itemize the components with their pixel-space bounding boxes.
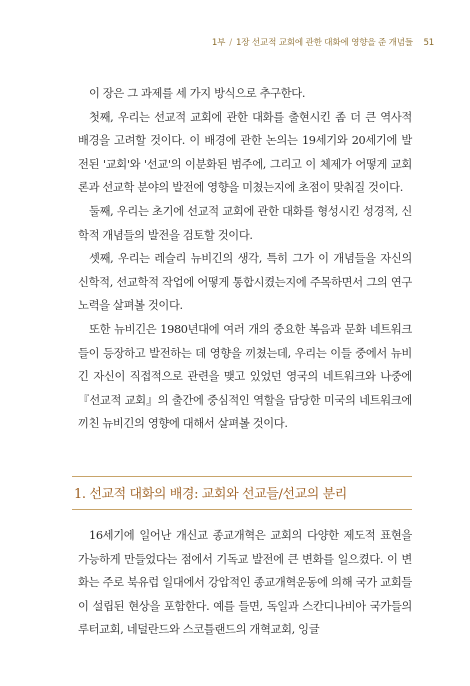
section-rule-bottom bbox=[72, 509, 412, 510]
section-title: 1. 선교적 대화의 배경: 교회와 선교들/선교의 분리 bbox=[74, 487, 347, 502]
section-rule-top bbox=[72, 476, 412, 477]
header-title: 선교적 교회에 관한 대화에 영향을 준 개념들 bbox=[251, 38, 413, 48]
section-heading bbox=[72, 476, 412, 510]
paragraph: 셋째, 우리는 레슬리 뉴비긴의 생각, 특히 그가 이 개념들을 자신의 신학적, 선교학적 작업에 어떻게 통합시켰는지에 주목하면서 그의 연구 노력을 살펴볼 것이다. bbox=[78, 252, 412, 313]
page-number: 51 bbox=[423, 38, 434, 48]
running-header bbox=[212, 36, 434, 48]
header-chapter: 1장 bbox=[235, 38, 250, 48]
paragraph: 이 장은 그 과제를 세 가지 방식으로 추구한다. bbox=[89, 87, 306, 100]
paragraph: 둘째, 우리는 초기에 선교적 교회에 관한 대화를 형성시킨 성경적, 신학적 개념들의 발전을 검토할 것이다. bbox=[78, 204, 412, 242]
paragraph: 또한 뉴비긴은 1980년대에 여러 개의 중요한 복음과 문화 네트워크들이 등장하고 발전하는 데 영향을 끼쳤는데, 우리는 이들 중에서 뉴비긴 자신이 직접적으로 관련을 맺고 있었던 영국의 네트워크와 나중에 『선교적 교회』의 출간에 중심적인 역할을 담당한 미국의 네트워크에 끼친 뉴비긴의 영향에 대해서 살펴볼 것이다. bbox=[78, 322, 412, 431]
paragraph: 첫째, 우리는 선교적 교회에 관한 대화를 출현시킨 좀 더 큰 역사적 배경을 고려할 것이다. 이 배경에 관한 논의는 19세기와 20세기에 발전된 '교회'와 '선교'의 이분화된 범주에, 그리고 이 체제가 어떻게 교회론과 선교학 분야의 발전에 영향을 미쳤는지에 초점이 맞춰질 것이다. bbox=[78, 110, 412, 195]
header-separator: / bbox=[229, 38, 232, 48]
header-part: 1부 bbox=[211, 38, 226, 48]
section-body-text bbox=[78, 524, 412, 642]
body-text bbox=[78, 82, 412, 436]
paragraph: 16세기에 일어난 개신교 종교개혁은 교회의 다양한 제도적 표현을 가능하게 만들었다는 점에서 기독교 발전에 큰 변화를 일으켰다. 이 변화는 주로 북유럽 일대에서 강압적인 종교개혁운동에 의해 국가 교회들이 설립된 현상을 포함한다. 예를 들면, 독일과 스칸디나비아 국가들의 루터교회, 네덜란드와 스코틀랜드의 개혁교회, 잉글 bbox=[78, 529, 412, 637]
